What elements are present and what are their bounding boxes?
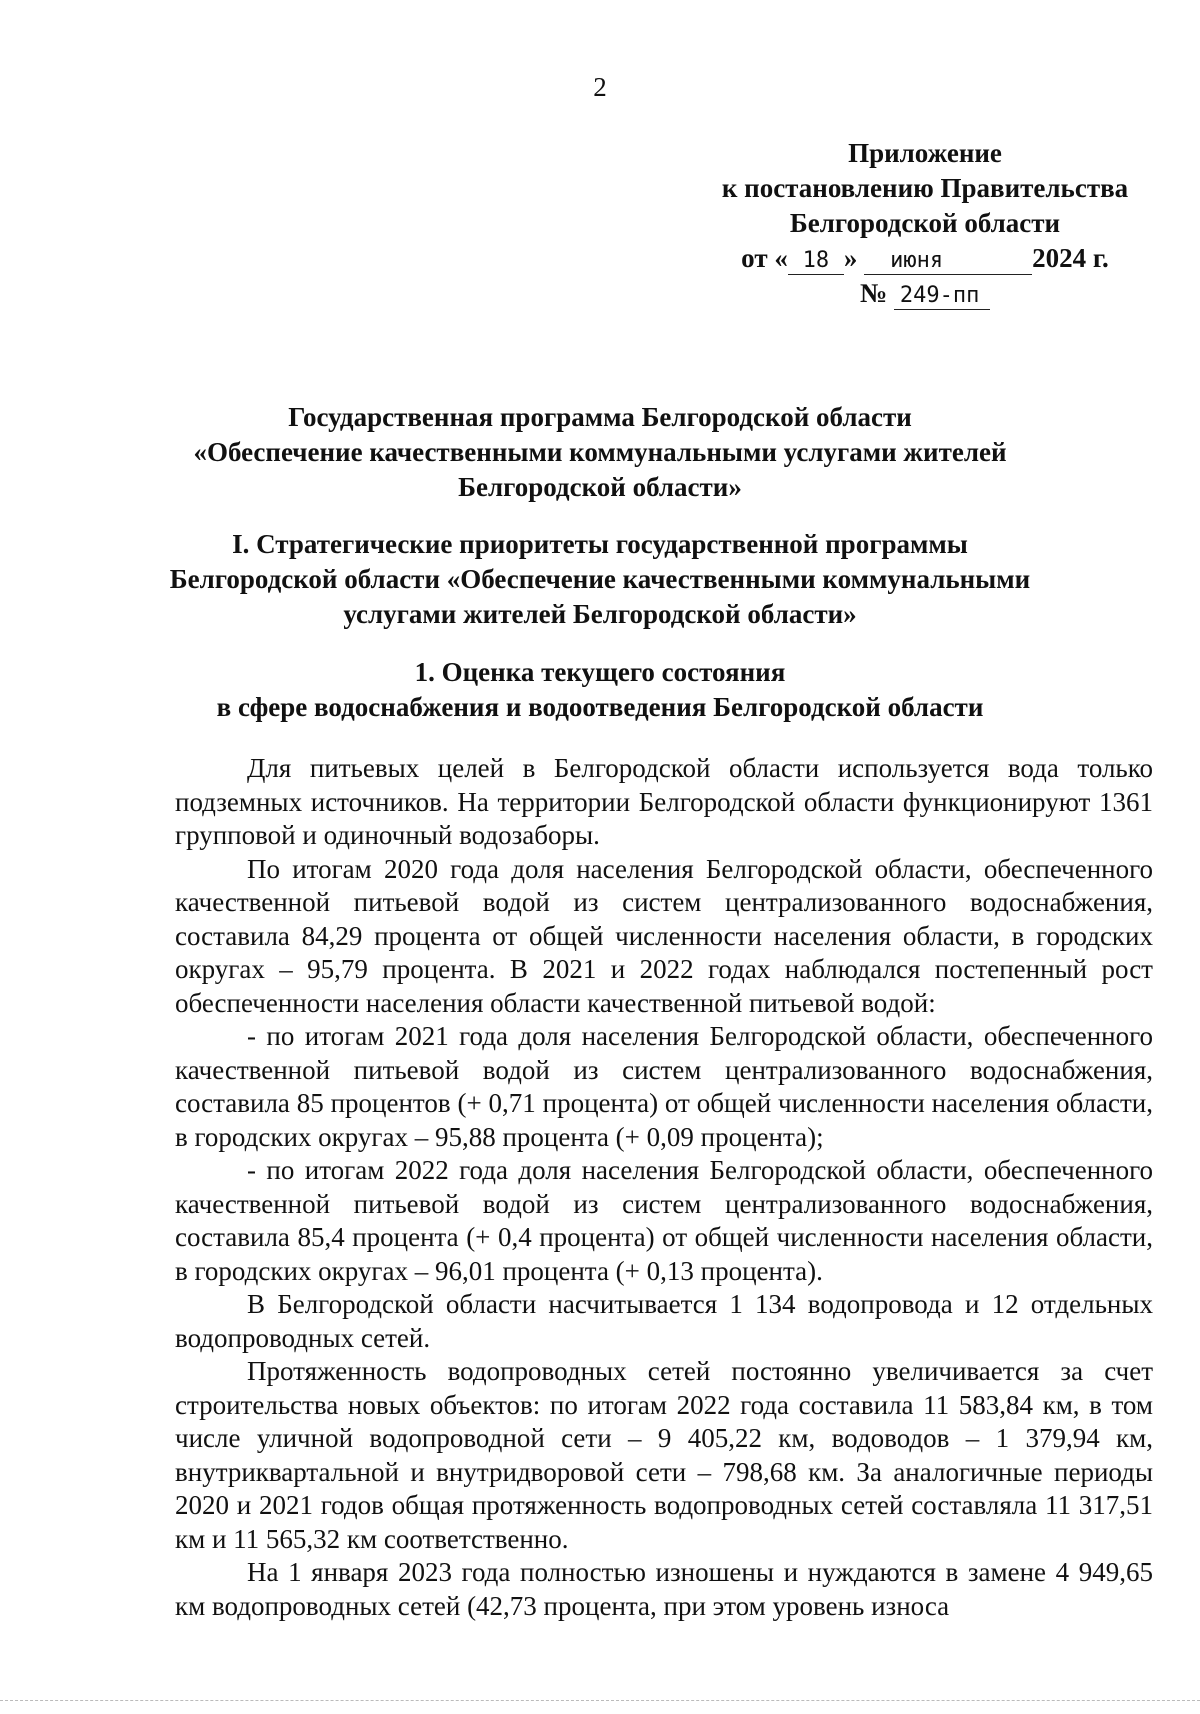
program-title-line-3: Белгородской области»: [458, 472, 742, 502]
annex-label: Приложение: [848, 138, 1002, 168]
decree-number: 249-пп: [894, 283, 990, 310]
section-title-line-1: I. Стратегические приоритеты государственной программы: [232, 529, 968, 559]
paragraph: В Белгородской области насчитывается 1 134 водопровода и 12 отдельных водопроводных сетей.: [175, 1289, 1153, 1353]
program-title: [0, 400, 1200, 505]
program-title-line-1: Государственная программа Белгородской области: [288, 402, 912, 432]
section-title-line-3: услугами жителей Белгородской области»: [343, 599, 857, 629]
paragraph: Для питьевых целей в Белгородской области используется вода только подземных источников. На территории Белгородской области функционируют 1361 групповой и одиночный водозаборы.: [175, 753, 1153, 850]
subsection-title-line-1: 1. Оценка текущего состояния: [414, 657, 786, 687]
program-title-line-2: «Обеспечение качественными коммунальными услугами жителей: [193, 437, 1007, 467]
page-number: 2: [593, 72, 607, 102]
paragraph: Протяженность водопроводных сетей постоянно увеличивается за счет строительства новых объектов: по итогам 2022 года составила 11 583,84 км, в том числе уличной водопроводной сети – 9 405,22 км, водоводов – 1 379,94 км, внутриквартальной и внутридворовой сети – 798,68 км. За аналогичные периоды 2020 и 2021 годов общая протяженность водопроводных сетей составляла 11 317,51 км и 11 565,32 км соответственно.: [175, 1356, 1153, 1554]
scan-edge-divider: [0, 1700, 1200, 1703]
section-title: [0, 527, 1200, 632]
date-year: 2024 г.: [1032, 243, 1109, 273]
annex-number-line: [680, 276, 1170, 311]
bullet-paragraph: - по итогам 2022 года доля населения Белгородской области, обеспеченного качественной питьевой водой из систем централизованного водоснабжения, составила 85,4 процента (+ 0,4 процента) от общей численности населения области, в городских округах – 96,01 процента (+ 0,13 процента).: [175, 1155, 1153, 1286]
date-day: 18: [788, 248, 844, 275]
paragraph: На 1 января 2023 года полностью изношены и нуждаются в замене 4 949,65 км водопроводных сетей (42,73 процента, при этом уровень износа: [175, 1557, 1153, 1621]
date-month: июня: [864, 248, 1032, 275]
bullet-paragraph: - по итогам 2021 года доля населения Белгородской области, обеспеченного качественной питьевой водой из систем централизованного водоснабжения, составила 85 процентов (+ 0,71 процента) от общей численности населения области, в городских округах – 95,88 процента (+ 0,09 процента);: [175, 1021, 1153, 1152]
annex-header: [680, 136, 1170, 311]
paragraph: По итогам 2020 года доля населения Белгородской области, обеспеченного качественной питьевой водой из систем централизованного водоснабжения, составила 84,29 процента от общей численности населения области, в городских округах – 95,79 процента. В 2021 и 2022 годах наблюдался постепенный рост обеспеченности населения области качественной питьевой водой:: [175, 853, 1153, 1018]
section-title-line-2: Белгородской области «Обеспечение качественными коммунальными: [169, 564, 1031, 594]
subsection-title: [0, 655, 1200, 725]
number-prefix: №: [860, 278, 888, 308]
date-mid: »: [843, 243, 858, 273]
annex-date-line: [680, 241, 1170, 276]
subsection-title-line-2: в сфере водоснабжения и водоотведения Белгородской области: [216, 692, 984, 722]
annex-decree-line: к постановлению Правительства: [721, 173, 1129, 203]
annex-region-line: Белгородской области: [789, 208, 1061, 238]
date-prefix: от «: [741, 243, 788, 273]
body-text: [175, 752, 1153, 1623]
